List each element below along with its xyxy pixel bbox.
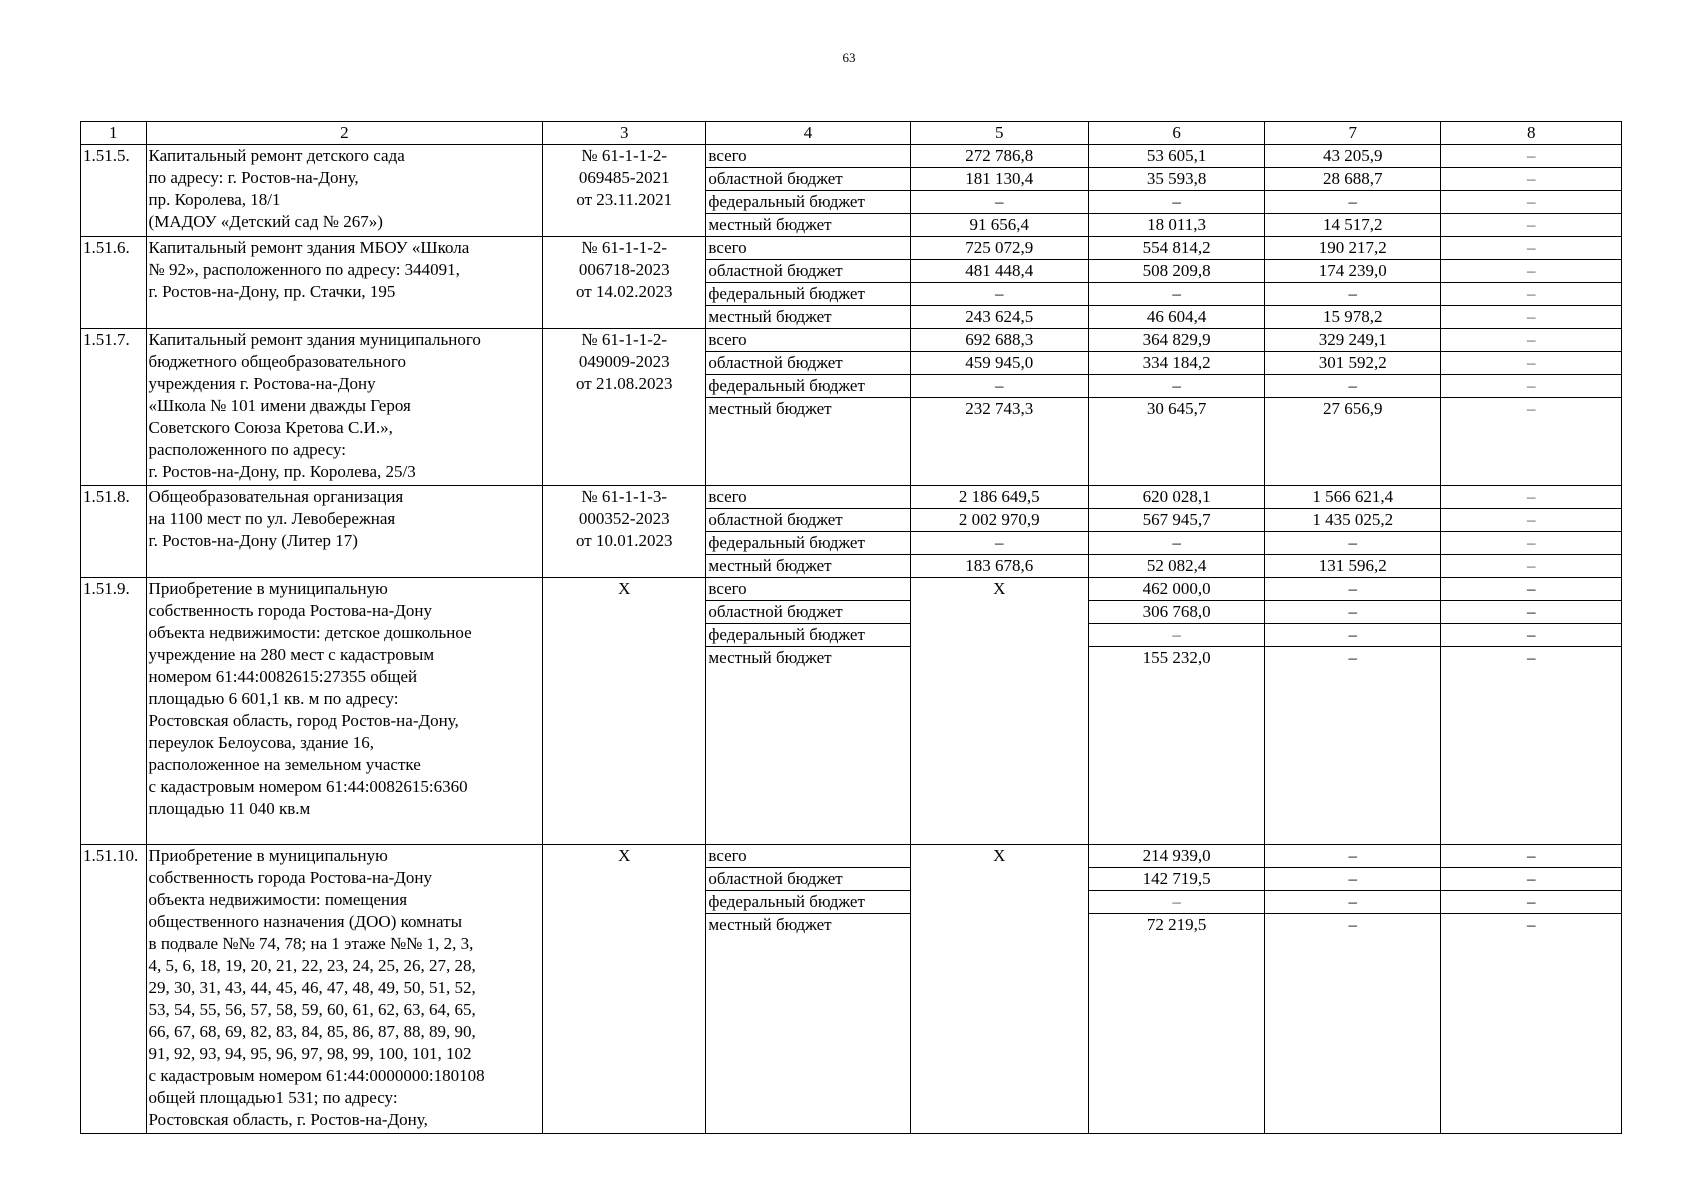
value-cell: – — [1088, 191, 1264, 214]
program-table — [80, 121, 1622, 1134]
value-cell: Х — [910, 845, 1088, 1134]
value-cell: 14 517,2 — [1265, 214, 1441, 237]
value-cell: – — [1265, 578, 1441, 601]
document-line: от 14.02.2023 — [576, 282, 673, 301]
value-cell: – — [1265, 914, 1441, 1134]
budget-source: местный бюджет — [706, 914, 910, 1134]
value-cell: 181 130,4 — [910, 168, 1088, 191]
item-name-line: г. Ростов-на-Дону, пр. Стачки, 195 — [148, 282, 396, 301]
value-cell: 620 028,1 — [1088, 486, 1264, 509]
value-cell: 567 945,7 — [1088, 509, 1264, 532]
item-name-line: собственность города Ростова-на-Дону — [148, 601, 433, 620]
value-cell: – — [1441, 214, 1622, 237]
value-cell: – — [1088, 891, 1264, 914]
item-name-line: площадью 11 040 кв.м — [148, 799, 311, 818]
budget-source: областной бюджет — [706, 509, 910, 532]
value-cell: 554 814,2 — [1088, 237, 1264, 260]
page-number: 63 — [842, 50, 856, 65]
value-cell: 53 605,1 — [1088, 145, 1264, 168]
document-line: № 61-1-1-3- — [581, 487, 668, 506]
document-line: 000352-2023 — [578, 509, 670, 528]
value-cell: 30 645,7 — [1088, 398, 1264, 486]
value-cell: – — [1441, 509, 1622, 532]
column-header-row — [81, 122, 1622, 145]
item-name — [146, 486, 543, 578]
item-name-line: Приобретение в муниципальную — [148, 579, 388, 598]
value-cell: – — [1441, 329, 1622, 352]
item-name-line: 53, 54, 55, 56, 57, 58, 59, 60, 61, 62, 63, 64, 65, — [148, 1000, 476, 1019]
budget-source: областной бюджет — [706, 352, 910, 375]
item-name-line: Советского Союза Кретова С.И.», — [148, 418, 393, 437]
value-cell: – — [1088, 624, 1264, 647]
item-name-line: № 92», расположенного по адресу: 344091, — [148, 260, 460, 279]
budget-source: местный бюджет — [706, 214, 910, 237]
value-cell: 142 719,5 — [1088, 868, 1264, 891]
item-name-line: Капитальный ремонт здания муниципального — [148, 330, 481, 349]
value-cell: – — [1441, 375, 1622, 398]
item-name — [146, 237, 543, 329]
value-cell: – — [1441, 578, 1622, 601]
budget-source: местный бюджет — [706, 398, 910, 486]
value-cell: 214 939,0 — [1088, 845, 1264, 868]
value-cell: 725 072,9 — [910, 237, 1088, 260]
budget-source: всего — [706, 486, 910, 509]
item-name-line: общей площадью1 531; по адресу: — [148, 1088, 398, 1107]
document-line: 069485-2021 — [578, 168, 670, 187]
value-cell: – — [1441, 891, 1622, 914]
value-cell: 28 688,7 — [1265, 168, 1441, 191]
item-number: 1.51.7. — [81, 329, 147, 486]
value-cell: 364 829,9 — [1088, 329, 1264, 352]
document-line: от 23.11.2021 — [576, 190, 673, 209]
item-name-line: учреждения г. Ростова-на-Дону — [148, 374, 376, 393]
item-name — [146, 845, 543, 1134]
value-cell: – — [1265, 845, 1441, 868]
budget-source: областной бюджет — [706, 168, 910, 191]
value-cell: – — [1441, 168, 1622, 191]
value-cell: 301 592,2 — [1265, 352, 1441, 375]
item-number: 1.51.8. — [81, 486, 147, 578]
item-name-line: 66, 67, 68, 69, 82, 83, 84, 85, 86, 87, 88, 89, 90, — [148, 1022, 476, 1041]
item-name-line: 29, 30, 31, 43, 44, 45, 46, 47, 48, 49, 50, 51, 52, — [148, 978, 476, 997]
value-cell: – — [1441, 237, 1622, 260]
column-header: 7 — [1265, 122, 1441, 145]
value-cell: 459 945,0 — [910, 352, 1088, 375]
value-cell: 131 596,2 — [1265, 555, 1441, 578]
item-name-line: бюджетного общеобразовательного — [148, 352, 406, 371]
value-cell: 174 239,0 — [1265, 260, 1441, 283]
value-cell: – — [1265, 647, 1441, 845]
value-cell: 155 232,0 — [1088, 647, 1264, 845]
item-name — [146, 578, 543, 845]
value-cell: 27 656,9 — [1265, 398, 1441, 486]
value-cell: – — [1088, 375, 1264, 398]
value-cell: – — [1441, 868, 1622, 891]
item-name-line: Приобретение в муниципальную — [148, 846, 388, 865]
budget-source: федеральный бюджет — [706, 624, 910, 647]
value-cell: – — [1265, 191, 1441, 214]
value-cell: – — [1265, 532, 1441, 555]
budget-source: всего — [706, 329, 910, 352]
item-name-line: собственность города Ростова-на-Дону — [148, 868, 433, 887]
budget-source: местный бюджет — [706, 555, 910, 578]
value-cell: 43 205,9 — [1265, 145, 1441, 168]
table-row — [81, 578, 1622, 601]
item-name-line: Капитальный ремонт здания МБОУ «Школа — [148, 238, 470, 257]
value-cell: – — [1441, 145, 1622, 168]
value-cell: – — [910, 375, 1088, 398]
value-cell: 183 678,6 — [910, 555, 1088, 578]
value-cell: 15 978,2 — [1265, 306, 1441, 329]
item-name-line: «Школа № 101 имени дважды Героя — [148, 396, 411, 415]
item-name-line: объекта недвижимости: помещения — [148, 890, 408, 909]
value-cell: 508 209,8 — [1088, 260, 1264, 283]
column-header: 2 — [146, 122, 543, 145]
item-name-line: общественного назначения (ДОО) комнаты — [148, 912, 462, 931]
budget-source: федеральный бюджет — [706, 375, 910, 398]
value-cell: 18 011,3 — [1088, 214, 1264, 237]
item-name-line: с кадастровым номером 61:44:0082615:6360 — [148, 777, 468, 796]
item-name-line: Общеобразовательная организация — [148, 487, 404, 506]
value-cell: Х — [910, 578, 1088, 845]
document-number — [543, 237, 706, 329]
column-header: 8 — [1441, 122, 1622, 145]
value-cell: – — [1441, 486, 1622, 509]
value-cell: 1 435 025,2 — [1265, 509, 1441, 532]
item-number: 1.51.9. — [81, 578, 147, 845]
table-row — [81, 845, 1622, 868]
item-name-line: 91, 92, 93, 94, 95, 96, 97, 98, 99, 100, 101, 102 — [148, 1044, 472, 1063]
item-number: 1.51.6. — [81, 237, 147, 329]
table-row — [81, 329, 1622, 352]
value-cell: – — [1088, 283, 1264, 306]
document-number — [543, 845, 706, 1134]
value-cell: – — [1441, 555, 1622, 578]
value-cell: 52 082,4 — [1088, 555, 1264, 578]
budget-source: местный бюджет — [706, 306, 910, 329]
item-name-line: учреждение на 280 мест с кадастровым — [148, 645, 435, 664]
value-cell: 91 656,4 — [910, 214, 1088, 237]
value-cell: – — [1088, 532, 1264, 555]
value-cell: 232 743,3 — [910, 398, 1088, 486]
value-cell: 329 249,1 — [1265, 329, 1441, 352]
value-cell: – — [1441, 260, 1622, 283]
value-cell: 2 186 649,5 — [910, 486, 1088, 509]
item-name-line: г. Ростов-на-Дону, пр. Королева, 25/3 — [148, 462, 416, 481]
item-number: 1.51.5. — [81, 145, 147, 237]
value-cell: 46 604,4 — [1088, 306, 1264, 329]
budget-source: областной бюджет — [706, 260, 910, 283]
value-cell: 462 000,0 — [1088, 578, 1264, 601]
budget-source: местный бюджет — [706, 647, 910, 845]
value-cell: 272 786,8 — [910, 145, 1088, 168]
document-number — [543, 145, 706, 237]
item-name-line: переулок Белоусова, здание 16, — [148, 733, 374, 752]
table-row — [81, 486, 1622, 509]
item-name-line: расположенного по адресу: — [148, 440, 346, 459]
value-cell: – — [1441, 647, 1622, 845]
item-name-line: с кадастровым номером 61:44:0000000:180108 — [148, 1066, 485, 1085]
budget-source: федеральный бюджет — [706, 191, 910, 214]
value-cell: – — [1265, 375, 1441, 398]
document-number — [543, 578, 706, 845]
value-cell: 334 184,2 — [1088, 352, 1264, 375]
value-cell: – — [1441, 306, 1622, 329]
document-line: № 61-1-1-2- — [581, 330, 668, 349]
item-name-line: г. Ростов-на-Дону (Литер 17) — [148, 531, 358, 550]
value-cell: – — [910, 283, 1088, 306]
budget-source: областной бюджет — [706, 868, 910, 891]
document-line: 006718-2023 — [578, 260, 670, 279]
value-cell: 243 624,5 — [910, 306, 1088, 329]
column-header: 1 — [81, 122, 147, 145]
table-row — [81, 145, 1622, 168]
value-cell: 306 768,0 — [1088, 601, 1264, 624]
item-name-line: Ростовская область, город Ростов-на-Дону, — [148, 711, 459, 730]
value-cell: – — [1265, 868, 1441, 891]
document-line: Х — [618, 846, 631, 865]
value-cell: – — [1441, 352, 1622, 375]
value-cell: 1 566 621,4 — [1265, 486, 1441, 509]
document-line: от 21.08.2023 — [576, 374, 673, 393]
item-name — [146, 145, 543, 237]
document-line: № 61-1-1-2- — [581, 238, 668, 257]
budget-source: всего — [706, 845, 910, 868]
item-name-line: 4, 5, 6, 18, 19, 20, 21, 22, 23, 24, 25, 26, 27, 28, — [148, 956, 476, 975]
value-cell: – — [1265, 624, 1441, 647]
item-name-line: Ростовская область, г. Ростов-на-Дону, — [148, 1110, 428, 1129]
document-line: № 61-1-1-2- — [581, 146, 668, 165]
item-name-line: объекта недвижимости: детское дошкольное — [148, 623, 472, 642]
value-cell: – — [1441, 191, 1622, 214]
value-cell: – — [1441, 845, 1622, 868]
value-cell: 481 448,4 — [910, 260, 1088, 283]
document-number — [543, 486, 706, 578]
value-cell: 72 219,5 — [1088, 914, 1264, 1134]
value-cell: 190 217,2 — [1265, 237, 1441, 260]
value-cell: – — [1265, 601, 1441, 624]
column-header: 4 — [706, 122, 910, 145]
budget-source: федеральный бюджет — [706, 532, 910, 555]
value-cell: – — [1441, 283, 1622, 306]
budget-source: областной бюджет — [706, 601, 910, 624]
budget-source: всего — [706, 578, 910, 601]
document-line: 049009-2023 — [578, 352, 670, 371]
document-line: Х — [618, 579, 631, 598]
item-name-line: в подвале №№ 74, 78; на 1 этаже №№ 1, 2, 3, — [148, 934, 474, 953]
budget-source: всего — [706, 145, 910, 168]
column-header: 5 — [910, 122, 1088, 145]
value-cell: – — [1441, 398, 1622, 486]
document-number — [543, 329, 706, 486]
value-cell: – — [1441, 624, 1622, 647]
value-cell: 35 593,8 — [1088, 168, 1264, 191]
value-cell: – — [1265, 891, 1441, 914]
item-name-line: Капитальный ремонт детского сада — [148, 146, 405, 165]
table-row — [81, 237, 1622, 260]
value-cell: – — [1441, 914, 1622, 1134]
value-cell: – — [1441, 601, 1622, 624]
budget-source: федеральный бюджет — [706, 891, 910, 914]
item-name-line: на 1100 мест по ул. Левобережная — [148, 509, 396, 528]
column-header: 3 — [543, 122, 706, 145]
value-cell: – — [910, 532, 1088, 555]
item-name-line: пр. Королева, 18/1 — [148, 190, 281, 209]
item-name-line: расположенное на земельном участке — [148, 755, 421, 774]
budget-source: федеральный бюджет — [706, 283, 910, 306]
value-cell: – — [1441, 532, 1622, 555]
value-cell: 692 688,3 — [910, 329, 1088, 352]
item-number: 1.51.10. — [81, 845, 147, 1134]
column-header: 6 — [1088, 122, 1264, 145]
value-cell: – — [1265, 283, 1441, 306]
value-cell: 2 002 970,9 — [910, 509, 1088, 532]
value-cell: – — [910, 191, 1088, 214]
item-name-line: номером 61:44:0082615:27355 общей — [148, 667, 418, 686]
item-name-line: по адресу: г. Ростов-на-Дону, — [148, 168, 359, 187]
document-line: от 10.01.2023 — [576, 531, 673, 550]
item-name-line: (МАДОУ «Детский сад № 267») — [148, 212, 383, 231]
item-name — [146, 329, 543, 486]
item-name-line: площадью 6 601,1 кв. м по адресу: — [148, 689, 399, 708]
budget-source: всего — [706, 237, 910, 260]
